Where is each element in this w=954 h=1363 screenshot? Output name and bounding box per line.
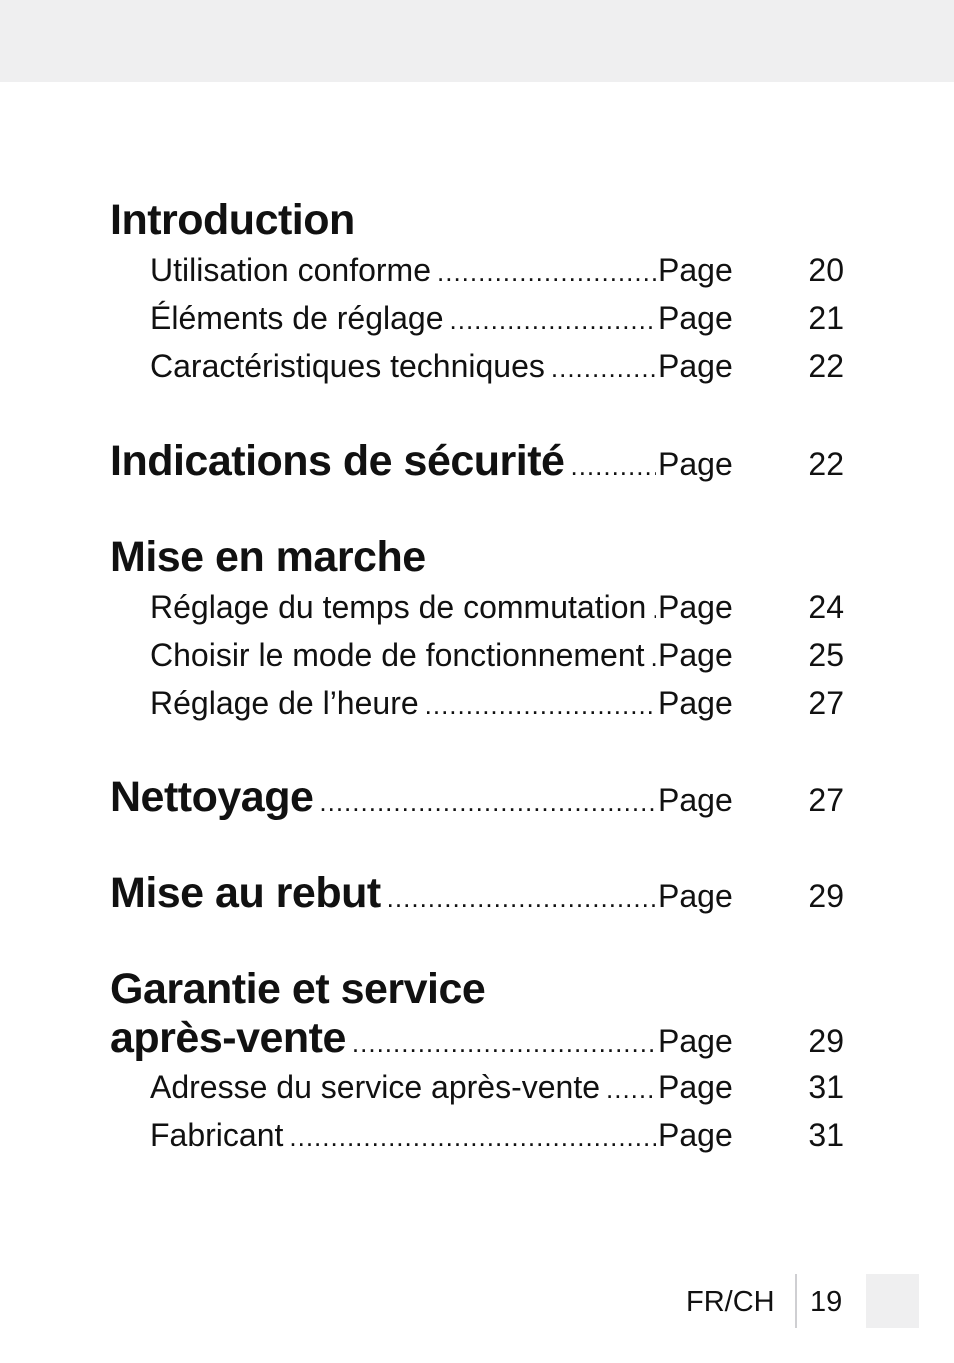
toc-entry[interactable] <box>0 637 954 674</box>
toc-entry-title: Utilisation conforme <box>150 252 431 288</box>
toc-section-safety[interactable] <box>0 437 954 486</box>
page-number: 31 <box>808 1069 844 1105</box>
dot-leader <box>387 883 656 914</box>
page-label: Page <box>658 1023 733 1059</box>
page-label: Page <box>658 637 733 673</box>
page-number: 27 <box>808 685 844 721</box>
toc-entry-title: Réglage du temps de commutation <box>150 589 647 625</box>
section-heading-warranty-line1: Garantie et service <box>110 965 486 1013</box>
footer-language: FR/CH <box>686 1286 775 1318</box>
page-label: Page <box>658 252 733 288</box>
toc-entry[interactable] <box>0 589 954 626</box>
page-number: 31 <box>808 1117 844 1153</box>
toc-entry-title: Caractéristiques techniques <box>150 348 545 384</box>
page-label: Page <box>658 1117 733 1153</box>
toc-section-disposal[interactable] <box>0 869 954 918</box>
page-number: 22 <box>808 348 844 384</box>
page-label: Page <box>658 348 733 384</box>
toc-entry-title: Fabricant <box>150 1117 284 1153</box>
page-number: 20 <box>808 252 844 288</box>
page-label: Page <box>658 300 733 336</box>
page-number: 24 <box>808 589 844 625</box>
dot-leader <box>606 1074 656 1105</box>
footer-divider <box>795 1274 797 1328</box>
toc-entry[interactable] <box>0 685 954 722</box>
header-band <box>0 0 954 82</box>
page-number: 29 <box>808 878 844 914</box>
page-number: 27 <box>808 782 844 818</box>
section-heading-disposal: Mise au rebut <box>110 869 381 917</box>
section-heading-introduction: Introduction <box>110 196 355 244</box>
page-label: Page <box>658 782 733 818</box>
section-heading-startup: Mise en marche <box>110 533 426 581</box>
page-number: 25 <box>808 637 844 673</box>
page-label: Page <box>658 878 733 914</box>
page-label: Page <box>658 589 733 625</box>
dot-leader <box>450 305 656 336</box>
toc-entry[interactable] <box>0 348 954 385</box>
dot-leader <box>352 1028 656 1059</box>
toc-entry[interactable] <box>0 1069 954 1106</box>
dot-leader <box>289 1122 656 1153</box>
page-label: Page <box>658 685 733 721</box>
toc-entry[interactable] <box>0 1117 954 1154</box>
toc-entry[interactable] <box>0 300 954 337</box>
toc-entry-title: Adresse du service après-vente <box>150 1069 600 1105</box>
dot-leader <box>319 787 656 818</box>
page-label: Page <box>658 446 733 482</box>
dot-leader <box>425 690 656 721</box>
footer-page-number: 19 <box>810 1286 843 1318</box>
toc-section-warranty[interactable] <box>0 1014 954 1063</box>
dot-leader <box>652 594 656 625</box>
section-heading-warranty-line2: après-vente <box>110 1014 346 1062</box>
section-heading-safety: Indications de sécurité <box>110 437 565 485</box>
toc-entry[interactable] <box>0 252 954 289</box>
page-number: 29 <box>808 1023 844 1059</box>
footer-tab-marker <box>866 1274 919 1328</box>
toc-section-cleaning[interactable] <box>0 773 954 822</box>
dot-leader <box>651 642 657 673</box>
toc-entry-title: Choisir le mode de fonctionnement <box>150 637 645 673</box>
dot-leader <box>570 451 656 482</box>
page-number: 21 <box>808 300 844 336</box>
dot-leader <box>551 353 656 384</box>
page-label: Page <box>658 1069 733 1105</box>
page-number: 22 <box>808 446 844 482</box>
dot-leader <box>437 257 656 288</box>
toc-entry-title: Éléments de réglage <box>150 300 444 336</box>
toc-entry-title: Réglage de l’heure <box>150 685 419 721</box>
section-heading-cleaning: Nettoyage <box>110 773 314 821</box>
